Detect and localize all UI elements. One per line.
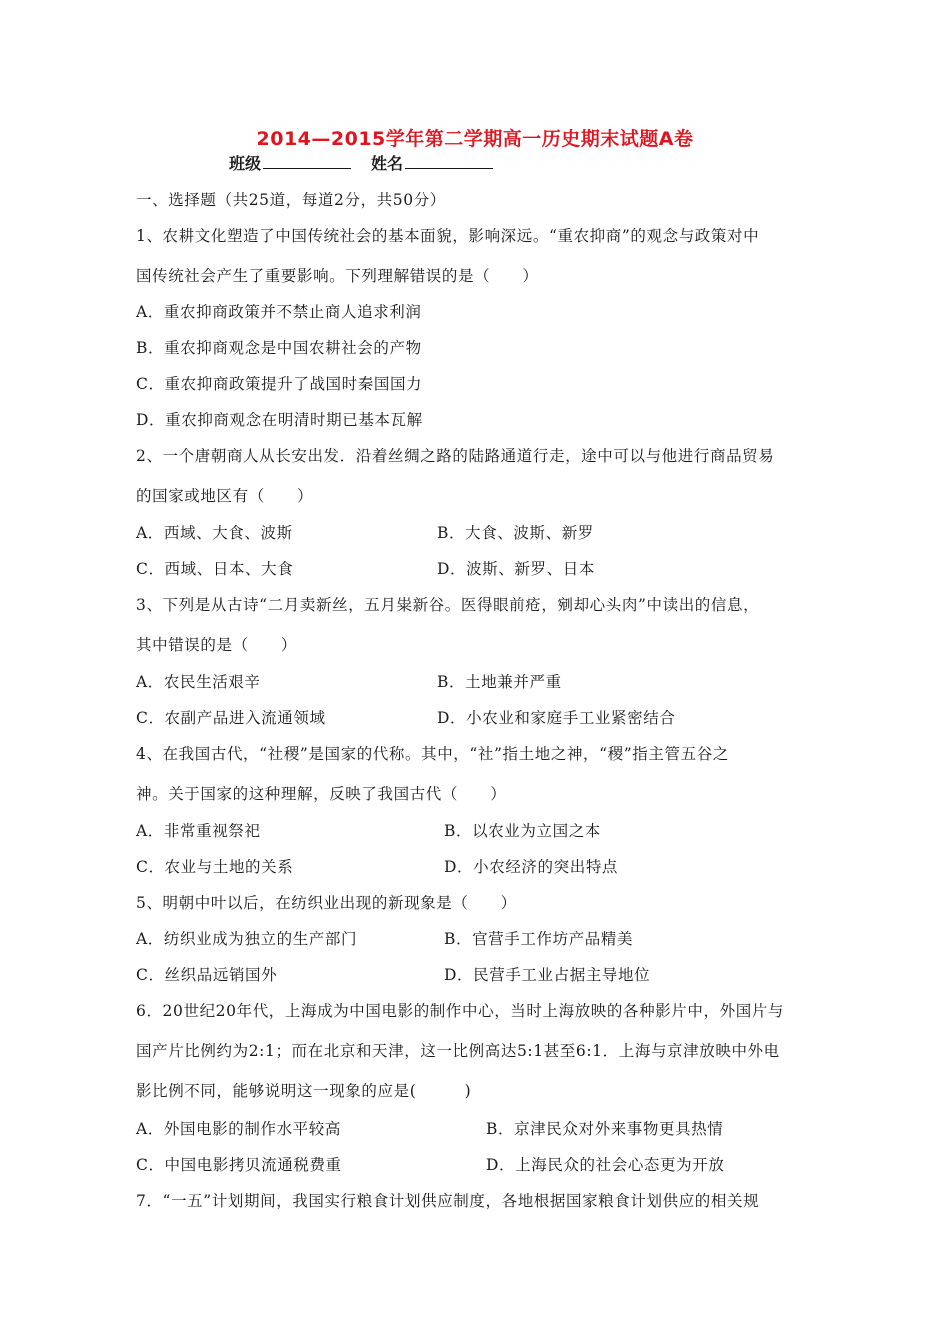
question-4-option-b: B．以农业为立国之本 [444, 822, 601, 840]
question-6-stem-line-3: 影比例不同，能够说明这一现象的应是( ) [136, 1082, 472, 1100]
question-1-option-b: B．重农抑商观念是中国农耕社会的产物 [136, 339, 422, 357]
question-3-option-a: A．农民生活艰辛 [136, 673, 261, 691]
question-6-option-c: C．中国电影拷贝流通税费重 [136, 1156, 342, 1174]
question-5-option-d: D．民营手工业占据主导地位 [444, 966, 651, 984]
question-2-option-d: D．波斯、新罗、日本 [437, 560, 595, 578]
question-6-stem-line-1: 6．20世纪20年代，上海成为中国电影的制作中心，当时上海放映的各种影片中，外国片与 [136, 1002, 785, 1020]
class-field [229, 151, 351, 174]
question-4-stem-line-2: 神。关于国家的这种理解，反映了我国古代（ ） [136, 785, 507, 803]
name-field [371, 151, 493, 174]
class-label: 班级 [229, 154, 262, 173]
question-3-option-c: C．农副产品进入流通领域 [136, 709, 326, 727]
name-blank[interactable] [405, 153, 493, 169]
question-6-option-d: D．上海民众的社会心态更为开放 [486, 1156, 725, 1174]
question-3-stem-line-2: 其中错误的是（ ） [136, 636, 298, 654]
question-6-option-b: B．京津民众对外来事物更具热情 [486, 1120, 724, 1138]
class-blank[interactable] [263, 153, 351, 169]
question-5-stem-line-1: 5、明朝中叶以后，在纺织业出现的新现象是（ ） [136, 894, 517, 912]
question-6-stem-line-2: 国产片比例约为2:1；而在北京和天津，这一比例高达5:1甚至6:1．上海与京津放映中外电 [136, 1042, 780, 1060]
question-1-stem-line-1: 1、农耕文化塑造了中国传统社会的基本面貌，影响深远。“重农抑商”的观念与政策对中 [136, 227, 760, 245]
question-2-stem-line-1: 2、一个唐朝商人从长安出发．沿着丝绸之路的陆路通道行走，途中可以与他进行商品贸易 [136, 447, 775, 465]
question-5-option-b: B．官营手工作坊产品精美 [444, 930, 634, 948]
question-1-option-a: A．重农抑商政策并不禁止商人追求利润 [136, 303, 422, 321]
question-5-option-c: C．丝织品远销国外 [136, 966, 278, 984]
question-2-option-b: B．大食、波斯、新罗 [437, 524, 594, 542]
question-1-option-d: D．重农抑商观念在明清时期已基本瓦解 [136, 411, 423, 429]
question-1-option-c: C．重农抑商政策提升了战国时秦国国力 [136, 375, 423, 393]
question-3-option-d: D．小农业和家庭手工业紧密结合 [437, 709, 676, 727]
question-2-option-a: A．西域、大食、波斯 [136, 524, 293, 542]
question-4-stem-line-1: 4、在我国古代，“社稷”是国家的代称。其中，“社”指土地之神，“稷”指主管五谷之 [136, 745, 729, 763]
question-5-option-a: A．纺织业成为独立的生产部门 [136, 930, 358, 948]
question-4-option-a: A．非常重视祭祀 [136, 822, 261, 840]
question-6-option-a: A．外国电影的制作水平较高 [136, 1120, 341, 1138]
question-2-stem-line-2: 的国家或地区有（ ） [136, 487, 314, 505]
question-4-option-c: C．农业与土地的关系 [136, 858, 294, 876]
question-7-stem-line-1: 7．“一五”计划期间，我国实行粮食计划供应制度，各地根据国家粮食计划供应的相关规 [136, 1192, 760, 1210]
question-2-option-c: C．西域、日本、大食 [136, 560, 294, 578]
exam-title: 2014—2015学年第二学期高一历史期末试题A卷 [256, 128, 694, 150]
question-3-option-b: B．土地兼并严重 [437, 673, 562, 691]
question-1-stem-line-2: 国传统社会产生了重要影响。下列理解错误的是（ ） [136, 267, 539, 285]
name-label: 姓名 [371, 154, 404, 173]
question-3-stem-line-1: 3、下列是从古诗“二月卖新丝，五月粜新谷。医得眼前疮，剜却心头肉”中读出的信息， [136, 596, 760, 614]
section-heading: 一、选择题（共25道，每道2分，共50分） [136, 191, 446, 209]
question-4-option-d: D．小农经济的突出特点 [444, 858, 619, 876]
